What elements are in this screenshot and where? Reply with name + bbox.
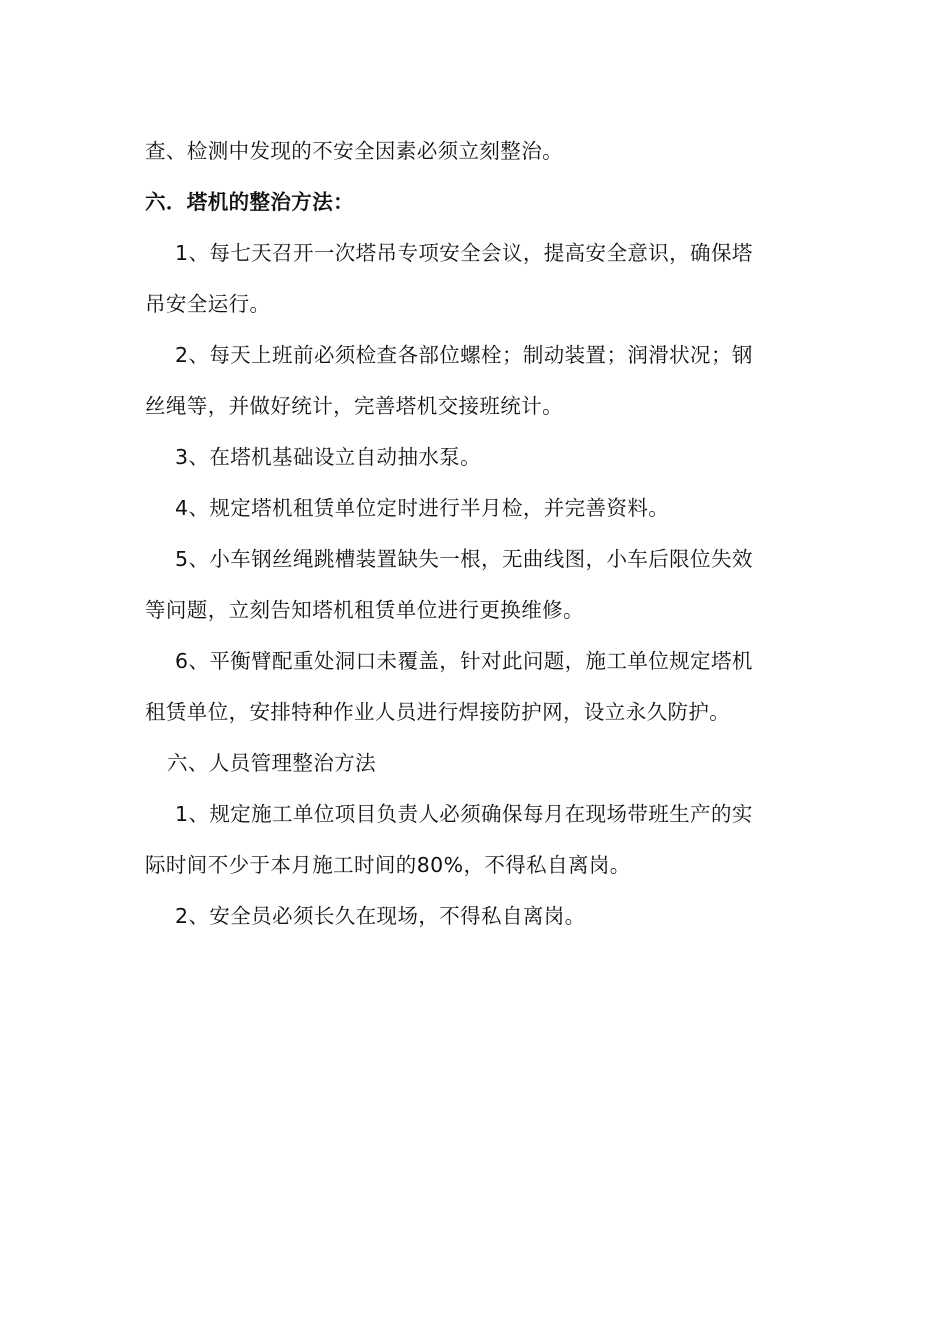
list-item-1-line-2: 吊安全运行。: [145, 292, 271, 316]
list-item-1-line-1: 1、每七天召开一次塔吊专项安全会议，提高安全意识，确保塔: [175, 241, 753, 265]
section-heading-personnel: 六、人员管理整治方法: [167, 751, 376, 775]
list-item-6-line-2: 租赁单位，安排特种作业人员进行焊接防护网，设立永久防护。: [145, 700, 731, 724]
personnel-item-2: 2、安全员必须长久在现场，不得私自离岗。: [175, 904, 586, 928]
list-item-5-line-1: 5、小车钢丝绳跳槽装置缺失一根，无曲线图，小车后限位失效: [175, 547, 753, 571]
section-heading-tower-crane: 六．塔机的整治方法：: [145, 190, 354, 214]
list-item-3: 3、在塔机基础设立自动抽水泵。: [175, 445, 482, 469]
personnel-item-1-line-1: 1、规定施工单位项目负责人必须确保每月在现场带班生产的实: [175, 802, 753, 826]
list-item-4: 4、规定塔机租赁单位定时进行半月检，并完善资料。: [175, 496, 670, 520]
document-body: [145, 126, 805, 942]
paragraph-continuation: 查、检测中发现的不安全因素必须立刻整治。: [145, 139, 563, 163]
list-item-2-line-1: 2、每天上班前必须检查各部位螺栓；制动装置；润滑状况；钢: [175, 343, 753, 367]
list-item-2-line-2: 丝绳等，并做好统计，完善塔机交接班统计。: [145, 394, 563, 418]
list-item-5-line-2: 等问题，立刻告知塔机租赁单位进行更换维修。: [145, 598, 584, 622]
list-item-6-line-1: 6、平衡臂配重处洞口未覆盖，针对此问题，施工单位规定塔机: [175, 649, 753, 673]
personnel-item-1-line-2: 际时间不少于本月施工时间的80%，不得私自离岗。: [145, 853, 631, 877]
